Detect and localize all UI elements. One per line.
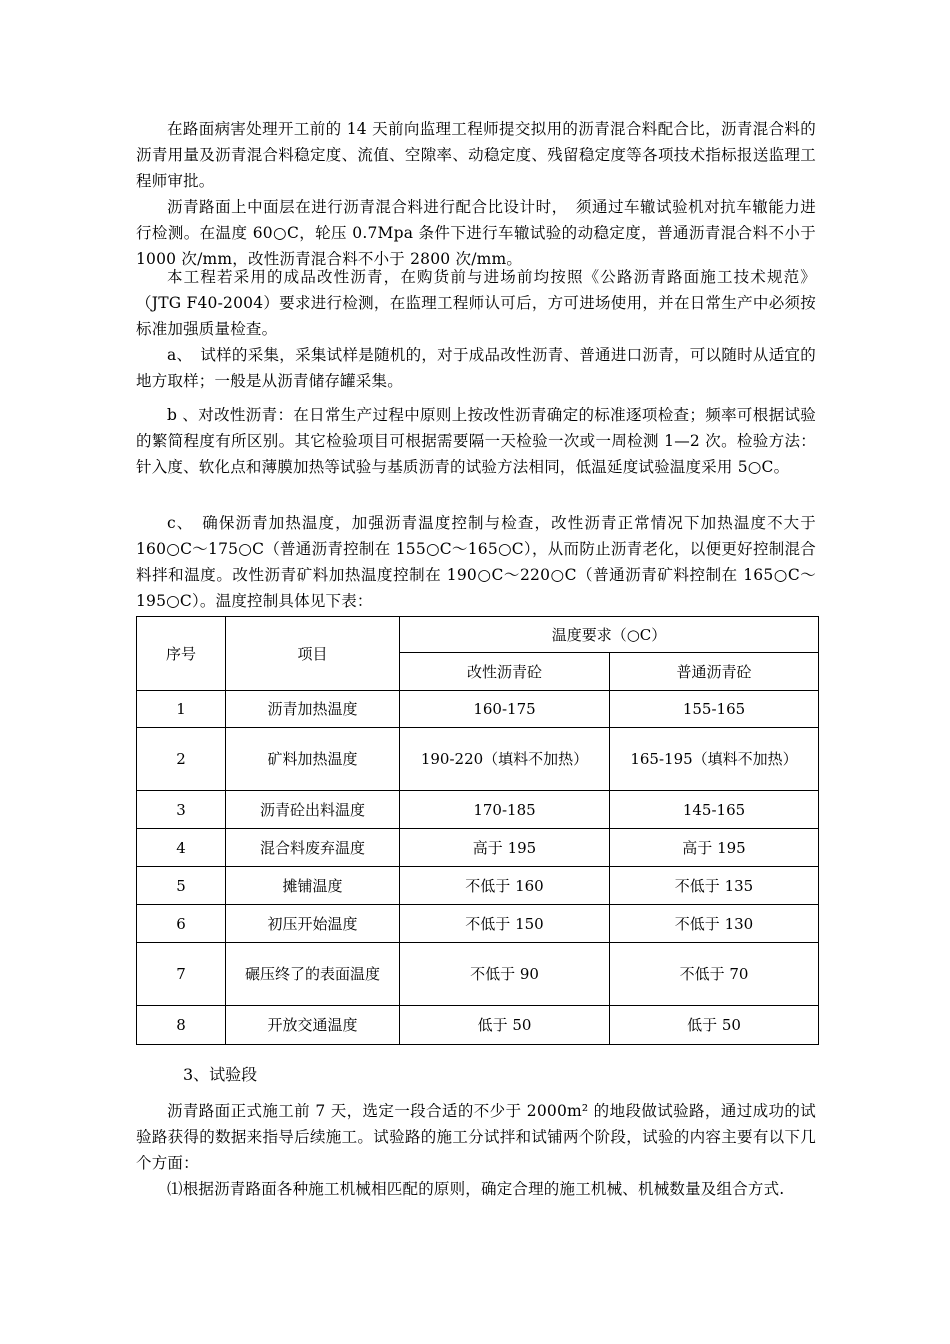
header-ordinary-asphalt-concrete: 普通沥青砼 — [610, 653, 819, 691]
table-row — [137, 867, 819, 905]
cell-modified: 不低于 90 — [400, 943, 610, 1006]
cell-modified: 不低于 150 — [400, 905, 610, 943]
paragraph-item-c-heating-temperature: c、 确保沥青加热温度，加强沥青温度控制与检查，改性沥青正常情况下加热温度不大于 160○C～175○C（普通沥青控制在 155○C～165○C），从而防止沥青老化，以便更好控制混合料拌和温度。改性沥青矿料加热温度控制在 190○C～220○C（普通沥青矿料控制在 165○C～195○C）。温度控制具体见下表： — [136, 514, 816, 610]
cell-ordinary: 低于 50 — [610, 1006, 819, 1045]
cell-item: 混合料废弃温度 — [226, 829, 400, 867]
cell-modified: 170-185 — [400, 791, 610, 829]
header-modified-asphalt-concrete: 改性沥青砼 — [400, 653, 610, 691]
cell-ordinary: 不低于 135 — [610, 867, 819, 905]
cell-ordinary: 不低于 70 — [610, 943, 819, 1006]
paragraph-item-a-sampling: a、 试样的采集，采集试样是随机的，对于成品改性沥青、普通进口沥青，可以随时从适宜的地方取样；一般是从沥青储存罐采集。 — [136, 346, 816, 390]
paragraph-test-road: 沥青路面正式施工前 7 天，选定一段合适的不少于 2000m² 的地段做试验路，通过成功的试验路获得的数据来指导后续施工。试验路的施工分试拌和试铺两个阶段，试验的内容主要有以下几个方面： — [136, 1102, 816, 1172]
paragraph-item-b-testing: b 、对改性沥青：在日常生产过程中原则上按改性沥青确定的标准逐项检查；频率可根据试验的繁简程度有所区别。其它检验项目可根据需要隔一天检验一次或一周检测 1—2 次。检验方法：针入度、软化点和薄膜加热等试验与基质沥青的试验方法相同，低温延度试验温度采用 5○C。 — [136, 406, 816, 476]
cell-no: 2 — [137, 728, 226, 791]
table-header-row — [137, 617, 819, 653]
table-row — [137, 691, 819, 728]
table-row — [137, 943, 819, 1006]
cell-item: 沥青加热温度 — [226, 691, 400, 728]
paragraph-rutting-test: 沥青路面上中面层在进行沥青混合料进行配合比设计时， 须通过车辙试验机对抗车辙能力进行检测。在温度 60○C，轮压 0.7Mpa 条件下进行车辙试验的动稳定度，普通沥青混合料不小于 1000 次/mm，改性沥青混合料不小于 2800 次/mm。 — [136, 198, 816, 268]
cell-item: 初压开始温度 — [226, 905, 400, 943]
cell-item: 摊铺温度 — [226, 867, 400, 905]
cell-modified: 低于 50 — [400, 1006, 610, 1045]
cell-item: 沥青砼出料温度 — [226, 791, 400, 829]
cell-no: 4 — [137, 829, 226, 867]
cell-no: 5 — [137, 867, 226, 905]
cell-modified: 不低于 160 — [400, 867, 610, 905]
cell-no: 7 — [137, 943, 226, 1006]
cell-modified: 190-220（填料不加热） — [400, 728, 610, 791]
section-heading-test-section: 3、试验段 — [183, 1065, 258, 1084]
cell-ordinary: 高于 195 — [610, 829, 819, 867]
table-row — [137, 829, 819, 867]
cell-item: 矿料加热温度 — [226, 728, 400, 791]
cell-no: 8 — [137, 1006, 226, 1045]
cell-ordinary: 不低于 130 — [610, 905, 819, 943]
header-no: 序号 — [137, 617, 226, 691]
cell-modified: 高于 195 — [400, 829, 610, 867]
table-row — [137, 791, 819, 829]
temperature-control-table — [136, 616, 819, 1045]
table-row — [137, 728, 819, 791]
cell-ordinary: 145-165 — [610, 791, 819, 829]
cell-ordinary: 155-165 — [610, 691, 819, 728]
cell-ordinary: 165-195（填料不加热） — [610, 728, 819, 791]
cell-no: 3 — [137, 791, 226, 829]
header-item: 项目 — [226, 617, 400, 691]
cell-item: 开放交通温度 — [226, 1006, 400, 1045]
paragraph-modified-asphalt-inspection: 本工程若采用的成品改性沥青，在购货前与进场前均按照《公路沥青路面施工技术规范》（JTG F40-2004）要求进行检测，在监理工程师认可后，方可进场使用，并在日常生产中必须按标准加强质量检查。 — [136, 268, 816, 338]
cell-no: 1 — [137, 691, 226, 728]
table-row — [137, 1006, 819, 1045]
paragraph-mix-design-submission: 在路面病害处理开工前的 14 天前向监理工程师提交拟用的沥青混合料配合比，沥青混合料的沥青用量及沥青混合料稳定度、流值、空隙率、动稳定度、残留稳定度等各项技术指标报送监理工程师审批。 — [136, 120, 816, 190]
paragraph-item-1-machinery: ⑴根据沥青路面各种施工机械相匹配的原则，确定合理的施工机械、机械数量及组合方式. — [167, 1180, 785, 1198]
table-row — [137, 905, 819, 943]
cell-no: 6 — [137, 905, 226, 943]
header-temperature-requirement: 温度要求（○C） — [400, 617, 819, 653]
cell-modified: 160-175 — [400, 691, 610, 728]
cell-item: 碾压终了的表面温度 — [226, 943, 400, 1006]
